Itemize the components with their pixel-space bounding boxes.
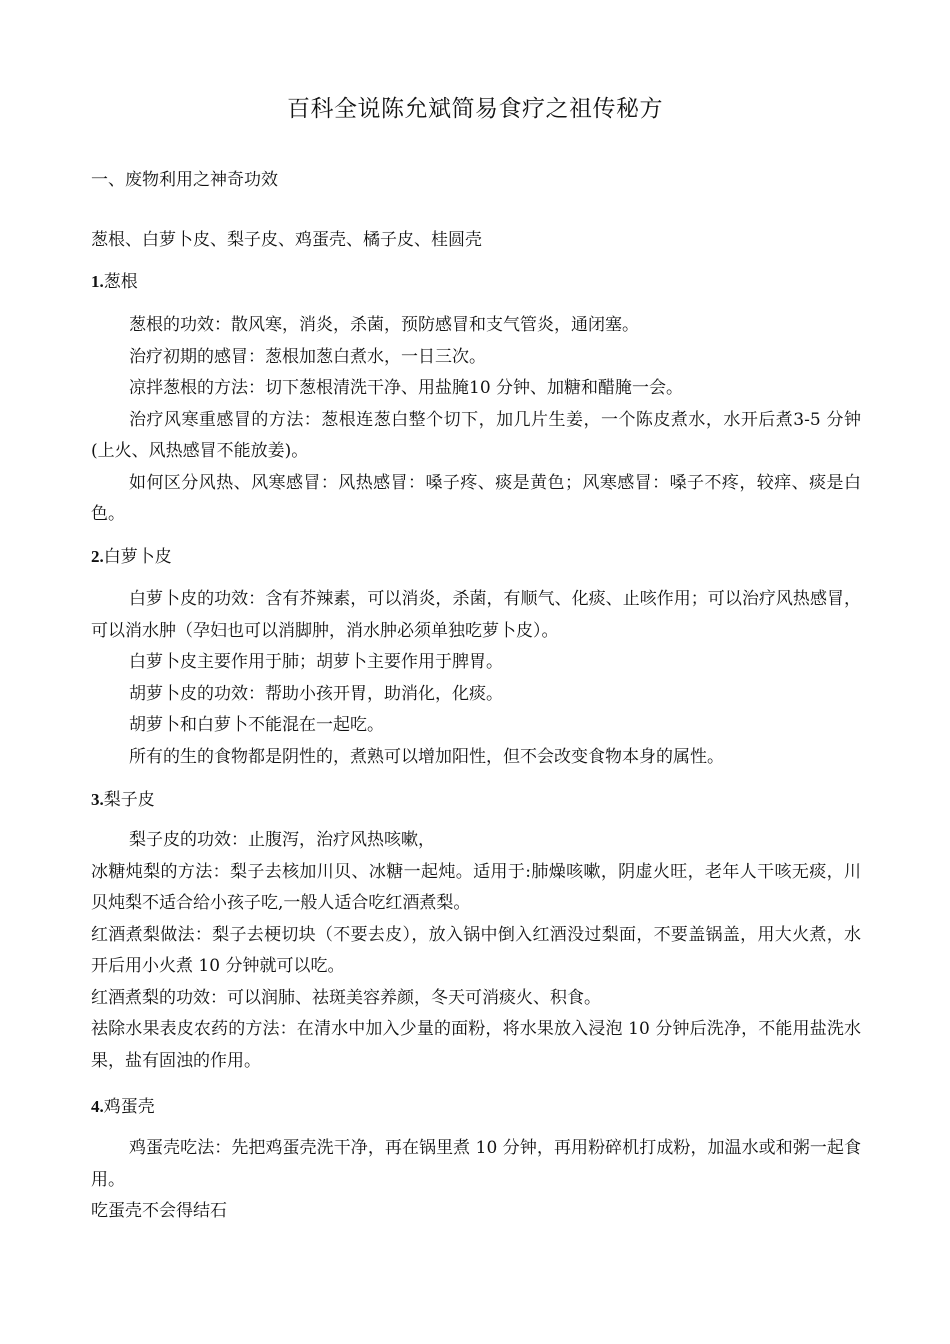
paragraph: 吃蛋壳不会得结石: [91, 1201, 227, 1221]
subsection-body: [91, 825, 861, 1077]
paragraph: 治疗风寒重感冒的方法：葱根连葱白整个切下，加几片生姜，一个陈皮煮水，水开后煮3-5 分钟(上火、风热感冒不能放姜)。: [91, 409, 861, 461]
subsection-number: 1.: [91, 272, 104, 291]
subsection-number: 2.: [91, 547, 104, 566]
section-heading: 一、废物利用之神奇功效: [91, 170, 278, 190]
subsection-body: [91, 584, 861, 773]
subsection-body: [91, 310, 861, 531]
subsection-number: 3.: [91, 790, 104, 809]
paragraph: 红酒煮梨的功效：可以润肺、祛斑美容养颜，冬天可消痰火、积食。: [91, 987, 601, 1008]
items-list-line: 葱根、白萝卜皮、梨子皮、鸡蛋壳、橘子皮、桂圆壳: [91, 230, 482, 250]
paragraph: 红酒煮梨做法：梨子去梗切块（不要去皮），放入锅中倒入红酒没过梨面，不要盖锅盖，用大火煮，水开后用小火煮 10 分钟就可以吃。: [91, 924, 861, 976]
subsection-title: 鸡蛋壳: [103, 1097, 155, 1117]
subsection-heading: [91, 543, 172, 571]
subsection-body: [91, 1133, 861, 1228]
paragraph: 胡萝卜皮的功效：帮助小孩开胃，助消化，化痰。: [129, 683, 503, 704]
paragraph: 祛除水果表皮农药的方法：在清水中加入少量的面粉，将水果放入浸泡 10 分钟后洗净，不能用盐洗水果，盐有固浊的作用。: [91, 1019, 861, 1071]
paragraph: 如何区分风热、风寒感冒：风热感冒：嗓子疼、痰是黄色；风寒感冒：嗓子不疼，较痒、痰是白色。: [91, 472, 861, 524]
paragraph: 鸡蛋壳吃法：先把鸡蛋壳洗干净，再在锅里煮 10 分钟，再用粉碎机打成粉，加温水或和粥一起食用。: [91, 1138, 861, 1190]
document-title: 百科全说陈允斌简易食疗之祖传秘方: [287, 96, 663, 122]
paragraph: 所有的生的食物都是阴性的，煮熟可以增加阳性，但不会改变食物本身的属性。: [129, 746, 724, 767]
subsection-title: 葱根: [103, 272, 138, 292]
subsection-title: 梨子皮: [103, 790, 155, 810]
paragraph: 梨子皮的功效：止腹泻，治疗风热咳嗽，: [129, 830, 435, 850]
subsection-heading: [91, 1093, 155, 1121]
paragraph: 胡萝卜和白萝卜不能混在一起吃。: [129, 715, 384, 735]
subsection-heading: [91, 268, 138, 296]
paragraph: 治疗初期的感冒：葱根加葱白煮水，一日三次。: [129, 346, 486, 367]
subsection-title: 白萝卜皮: [103, 547, 172, 567]
paragraph: 冰糖炖梨的方法：梨子去核加川贝、冰糖一起炖。适用于:肺燥咳嗽，阴虚火旺，老年人干咳无痰，川贝炖梨不适合给小孩子吃,一般人适合吃红酒煮梨。: [91, 861, 861, 913]
paragraph: 凉拌葱根的方法：切下葱根清洗干净、用盐腌10 分钟、加糖和醋腌一会。: [129, 378, 684, 398]
subsection-number: 4.: [91, 1097, 104, 1116]
paragraph: 白萝卜皮主要作用于肺；胡萝卜主要作用于脾胃。: [129, 652, 503, 672]
paragraph: 葱根的功效：散风寒，消炎，杀菌，预防感冒和支气管炎，通闭塞。: [129, 315, 639, 335]
subsection-heading: [91, 786, 155, 814]
paragraph: 白萝卜皮的功效：含有芥辣素，可以消炎，杀菌，有顺气、化痰、止咳作用；可以治疗风热感冒，可以消水肿（孕妇也可以消脚肿，消水肿必须单独吃萝卜皮）。: [91, 589, 861, 641]
